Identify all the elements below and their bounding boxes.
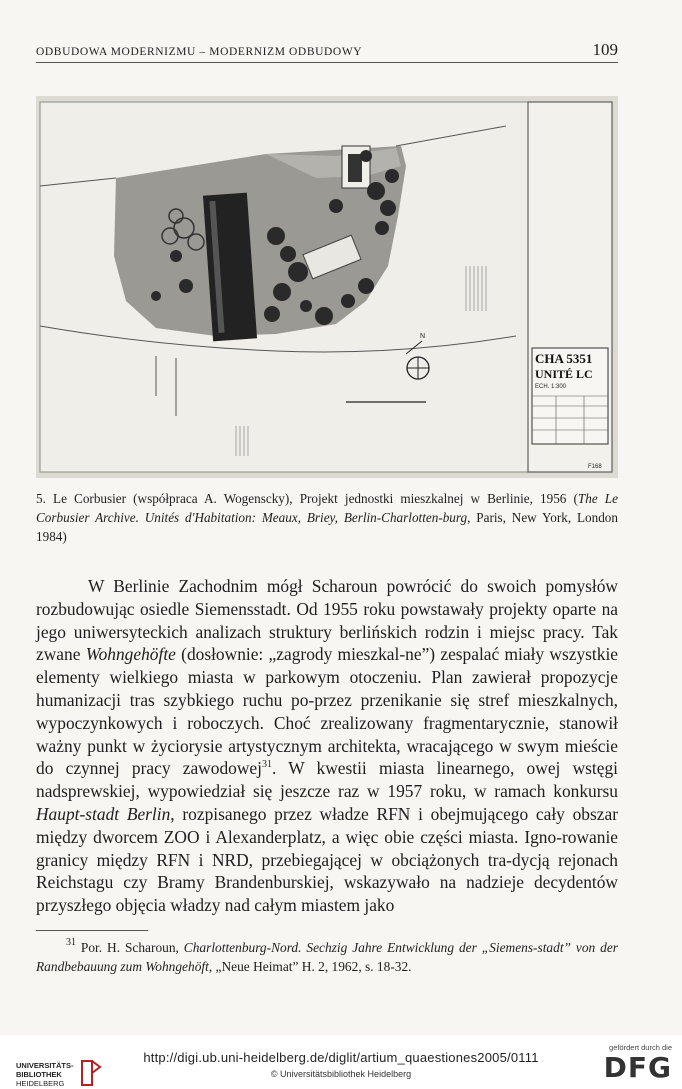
site-plan-figure xyxy=(36,96,618,478)
corner-label: F168 xyxy=(588,464,602,470)
body-text xyxy=(36,575,618,917)
footnote xyxy=(36,938,618,976)
figure-caption xyxy=(36,489,618,546)
term-hauptstadt-berlin: Haupt-stadt Berlin xyxy=(36,803,171,824)
north-label: N xyxy=(420,333,426,340)
paragraph-text-4: , rozpisanego przez władze RFN i obejmującego cały obszar między dworcem ZOO i Alexanderplatz, a więc obie części miasta. Igno-rowanie granicy między RFN i NRD, przebiegającej w obciążonych tra-dycją rejonach Reichstagu czy Bramy Brandenburskiej, wskazywało na nadzieje decydentów przyszłego objęcia władzy nad całym miastem jako xyxy=(36,803,619,916)
running-title: ODBUDOWA MODERNIZMU – MODERNIZM ODBUDOWY xyxy=(36,46,363,58)
footnote-divider xyxy=(36,930,148,931)
dfg-wordmark: DFG xyxy=(603,1051,672,1084)
caption-source-title: The Le Corbusier Archive. Unités d'Habitation: Meaux, Briey, Berlin-Charlotten-burg xyxy=(36,491,618,525)
footnote-text-2: , „Neue Heimat” H. 2, 1962, s. 18-32. xyxy=(208,959,412,974)
library-name-line1: UNIVERSITÄTS- xyxy=(16,1061,74,1070)
caption-text: 5. Le Corbusier (współpraca A. Wogenscky), Projekt jednostki mieszkalnej w Berlinie, 1956 ( xyxy=(36,491,578,506)
page-number: 109 xyxy=(592,40,618,59)
paragraph xyxy=(36,575,618,917)
caption-publication: , Paris, New York, London 1984) xyxy=(36,510,618,544)
copyright-notice: © Universitätsbibliothek Heidelberg xyxy=(270,1069,412,1079)
footnote-reference[interactable]: 31 xyxy=(261,759,272,771)
permalink-url[interactable]: http://digi.ub.uni-heidelberg.de/diglit/artium_quaestiones2005/0111 xyxy=(143,1050,539,1065)
paragraph-text-3: . W kwestii miasta linearnego, owej wstęgi nadsprewskiej, wypowiedział się jeszcze raz w 1957 roku, w ramach konkursu xyxy=(36,758,618,802)
library-name-line2: BIBLIOTHEK xyxy=(16,1070,62,1079)
stamp-line2: UNITÉ LC xyxy=(535,367,593,381)
digital-library-footer xyxy=(0,1035,682,1088)
dfg-logo[interactable] xyxy=(590,1043,672,1083)
site-plan-drawing xyxy=(36,96,618,478)
footnote-number: 31 xyxy=(66,937,76,948)
stamp-line1: CHA 5351 xyxy=(535,351,593,366)
funded-by-label: gefördert durch die xyxy=(609,1043,672,1052)
paragraph-text-2: (dosłownie: „zagrody mieszkal-ne”) zespalać miały wszystkie elementy wielkiego miasta w parkowym otoczeniu. Plan zawierał propozycje humanizacji tras szybkiego ruchu po-przez przenikanie się stref mieszkalnych, wypoczynkowych i roboczych. Choć zrealizowany fragmentarycznie, stanowił ważny punkt w życiorysie artystycznym architekta, wracającego w swym mieście do czynnej pracy zawodowej xyxy=(36,644,618,779)
running-head xyxy=(36,40,618,63)
library-name-line3: HEIDELBERG xyxy=(16,1079,65,1088)
stamp-line3: ECH. 1:300 xyxy=(535,384,567,390)
term-wohngehoefte: Wohngehöfte xyxy=(85,644,176,665)
footnote-title: Charlottenburg-Nord. Sechzig Jahre Entwicklung der „Siemens-stadt” von der Randbebauung zum Wohngehöft xyxy=(36,940,618,974)
paragraph-text-1: W Berlinie Zachodnim mógł Scharoun powrócić do swoich pomysłów rozbudowując osiedle Siemensstadt. Od 1955 roku powstawały projekty oparte na jego uniwersyteckich analizach struktury berlińskich rodzin i miejsc pracy. Tak zwane xyxy=(36,576,618,665)
footnote-text-1: Por. H. Scharoun, xyxy=(76,940,184,955)
